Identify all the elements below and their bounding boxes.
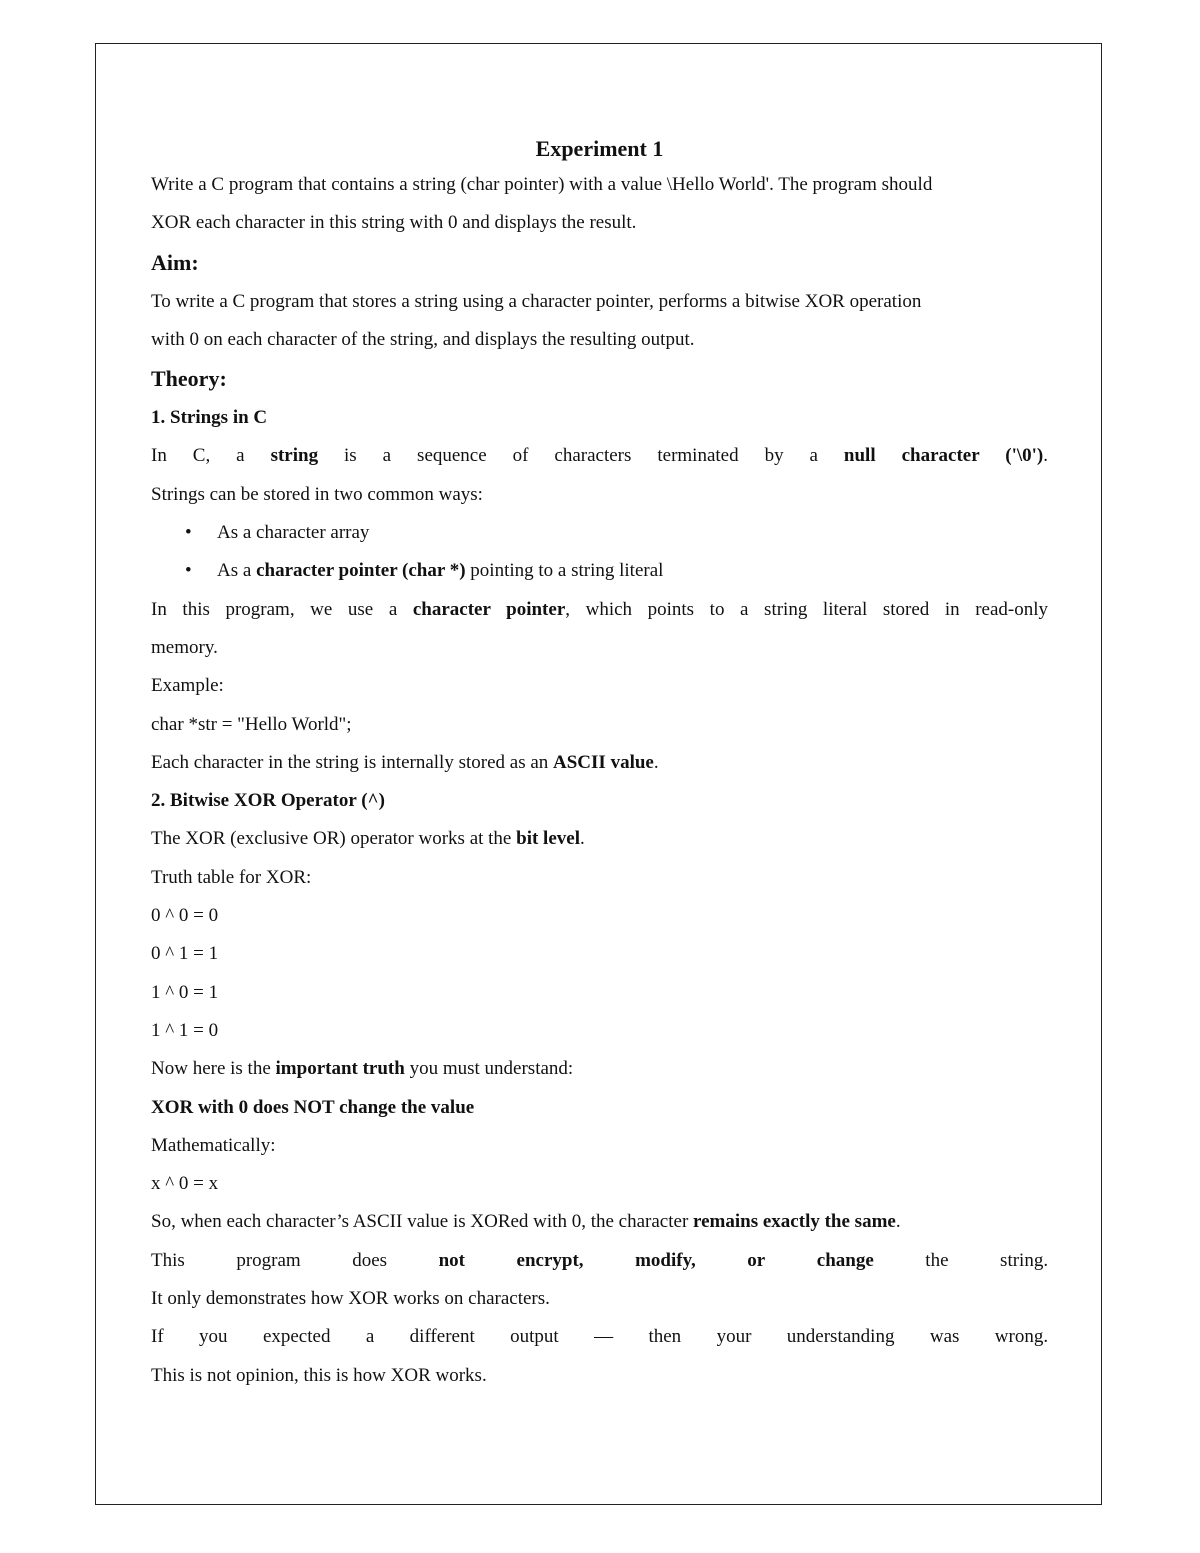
truth-table-label: Truth table for XOR: — [151, 866, 312, 888]
truth-table-row: 1 ^ 0 = 1 — [151, 981, 219, 1003]
bullet-icon: • — [185, 522, 192, 544]
strings-paragraph-line-2: Strings can be stored in two common ways: — [151, 483, 483, 505]
aim-line-1: To write a C program that stores a string using a character pointer, performs a bitwise XOR operation — [151, 290, 922, 312]
result-paragraph: So, when each character’s ASCII value is XORed with 0, the character remains exactly the same. — [151, 1211, 901, 1233]
truth-table-row: 1 ^ 1 = 0 — [151, 1019, 219, 1041]
aim-line-2: with 0 on each character of the string, and displays the resulting output. — [151, 328, 695, 350]
document-body — [151, 132, 1048, 1395]
intro-line-2: XOR each character in this string with 0 and displays the result. — [151, 212, 637, 234]
example-code: char *str = "Hello World"; — [151, 713, 352, 735]
no-encrypt-line-2: It only demonstrates how XOR works on characters. — [151, 1288, 550, 1310]
page-title: Experiment 1 — [535, 136, 664, 161]
math-expression: x ^ 0 = x — [151, 1173, 219, 1195]
math-label: Mathematically: — [151, 1134, 276, 1156]
section-2-heading: 2. Bitwise XOR Operator (^) — [151, 790, 385, 812]
conclusion-line-1: If you expected a different output — then your understanding was wrong. — [151, 1326, 1049, 1348]
intro-line-1: Write a C program that contains a string (char pointer) with a value \Hello World'. The program should — [151, 174, 933, 195]
bullet-icon: • — [185, 560, 192, 582]
aim-heading: Aim: — [151, 249, 199, 275]
example-label: Example: — [151, 675, 224, 697]
important-truth-line: Now here is the important truth you must understand: — [151, 1058, 574, 1080]
truth-table-row: 0 ^ 0 = 0 — [151, 905, 219, 927]
conclusion-line-2: This is not opinion, this is how XOR works. — [151, 1364, 487, 1386]
ascii-paragraph: Each character in the string is internally stored as an ASCII value. — [151, 751, 659, 773]
strings-paragraph-line-1: In C, a string is a sequence of characters terminated by a null character ('\0'). — [151, 445, 1048, 467]
xor-paragraph: The XOR (exclusive OR) operator works at the bit level. — [151, 828, 585, 850]
no-encrypt-line-1: This program does not encrypt, modify, or change the string. — [151, 1249, 1049, 1271]
theory-heading: Theory: — [151, 366, 227, 392]
section-1-heading: 1. Strings in C — [151, 407, 268, 429]
pointer-paragraph-line-2: memory. — [151, 636, 218, 658]
key-statement: XOR with 0 does NOT change the value — [151, 1096, 475, 1118]
list-item: • As a character array — [151, 514, 1048, 552]
truth-table-row: 0 ^ 1 = 1 — [151, 943, 219, 965]
list-item: • As a character pointer (char *) pointing to a string literal — [151, 552, 1048, 590]
pointer-paragraph-line-1: In this program, we use a character pointer, which points to a string literal stored in read-only — [151, 598, 1049, 620]
